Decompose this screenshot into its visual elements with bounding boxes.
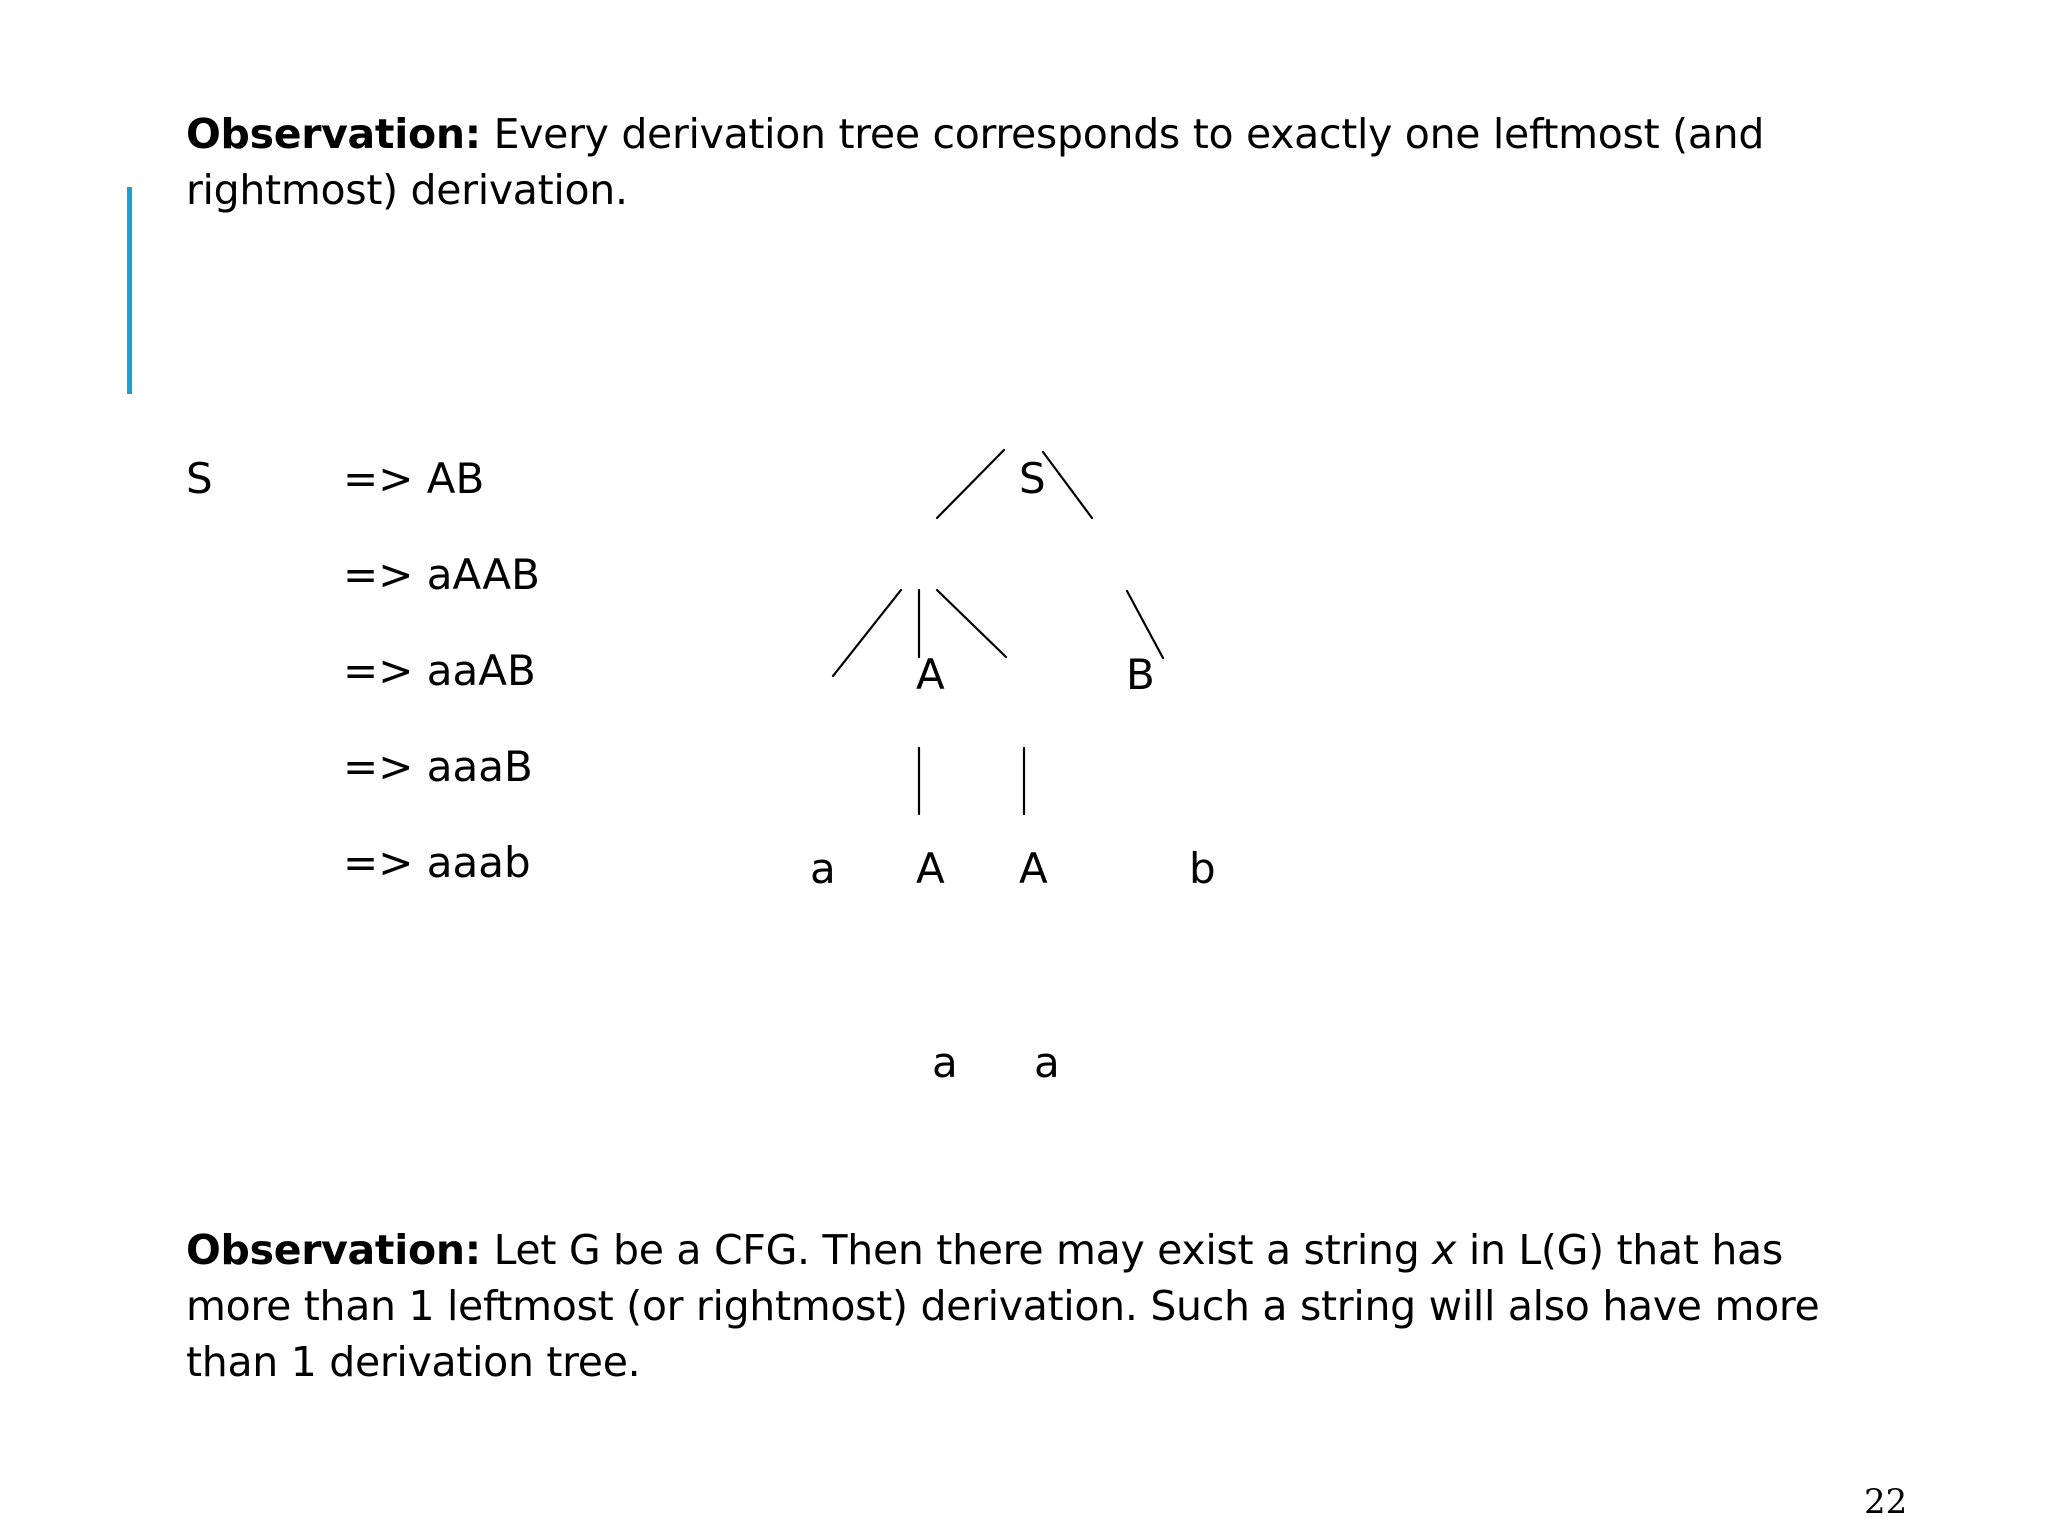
observation-2-text-before: Let G be a CFG. Then there may exist a string (480, 1226, 1433, 1274)
tree-node-level1: A (916, 650, 945, 699)
observation-2-variable: x (1432, 1226, 1457, 1274)
derivation-step: => aaAB (343, 646, 536, 695)
observation-1-label: Observation: (186, 110, 481, 158)
tree-edge-a-a (833, 590, 901, 676)
observation-2 (186, 1222, 1866, 1390)
tree-edge-s-a (937, 450, 1004, 518)
derivation-start-symbol: S (186, 454, 213, 503)
tree-node-level2: b (1189, 844, 1216, 893)
tree-edge-b-b (1127, 591, 1163, 658)
tree-node-root: S (1019, 454, 1046, 503)
tree-node-level1: B (1126, 650, 1155, 699)
observation-1-text: Every derivation tree corresponds to exactly one leftmost (and rightmost) derivation. (186, 110, 1765, 214)
observation-2-text-after: in L(G) that has more than 1 leftmost (or rightmost) derivation. Such a string will also have more than 1 derivation tree. (186, 1226, 1820, 1386)
tree-node-level2: A (1019, 844, 1048, 893)
derivation-step: => AB (343, 454, 485, 503)
tree-node-level2: a (810, 844, 836, 893)
page-number: 22 (1864, 1482, 1908, 1522)
tree-node-level3: a (1034, 1038, 1060, 1087)
tree-node-level2: A (916, 844, 945, 893)
tree-node-level3: a (932, 1038, 958, 1087)
tree-edge-a-right (937, 590, 1006, 657)
derivation-step: => aaab (343, 838, 531, 887)
derivation-step: => aaaB (343, 742, 533, 791)
observation-2-label: Observation: (186, 1226, 481, 1274)
derivation-step: => aAAB (343, 550, 540, 599)
tree-edge-s-b (1043, 452, 1092, 518)
